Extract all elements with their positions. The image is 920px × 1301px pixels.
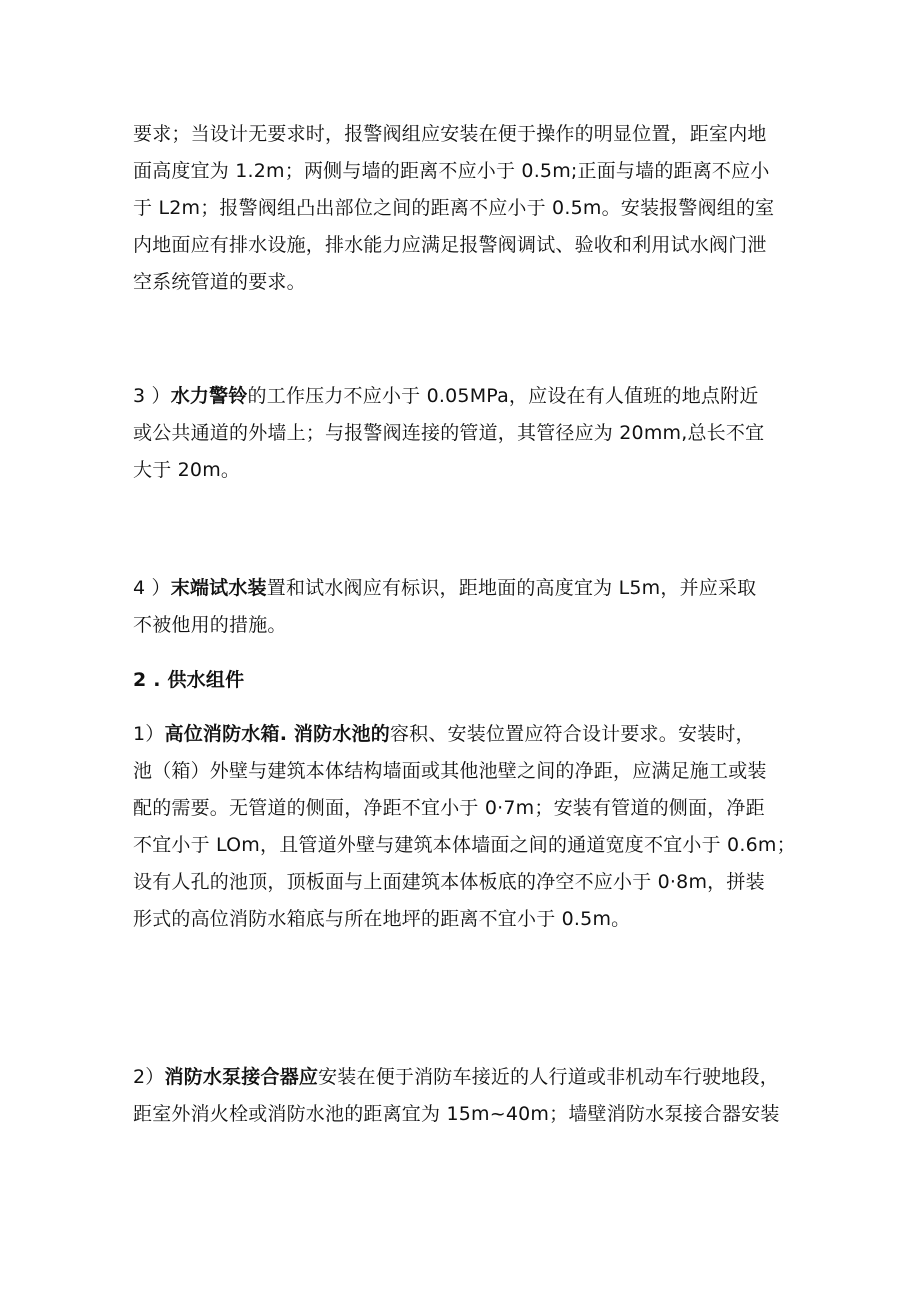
section-heading-water-supply — [133, 662, 793, 699]
item-number: 4 ） — [133, 577, 171, 599]
line-text: 容积、安装位置应符合设计要求。安装时， — [389, 723, 755, 745]
paragraph-pump-connector — [133, 1059, 793, 1133]
paragraph-end-test-device — [133, 570, 793, 644]
text-line — [133, 1059, 793, 1096]
bold-term: 末端试水装 — [170, 577, 267, 599]
text-line — [133, 570, 793, 607]
text-line: 形式的高位消防水箱底与所在地坪的距离不宜小于 0.5m。 — [133, 908, 631, 930]
line-text: 置和试水阀应有标识，距地面的高度宜为 L5m，并应采取 — [266, 577, 757, 599]
text-line: 内地面应有排水设施，排水能力应满足报警阀调试、验收和利用试水阀门泄 — [133, 234, 767, 256]
item-number: 1） — [133, 723, 165, 745]
text-line — [133, 378, 793, 415]
text-line: 或公共通道的外墙上；与报警阀连接的管道，其管径应为 20mm,总长不宜 — [133, 422, 765, 444]
text-line: 要求；当设计无要求时，报警阀组应安装在便于操作的明显位置，距室内地 — [133, 123, 767, 145]
text-line: 不宜小于 LOm，且管道外壁与建筑本体墙面之间的通道宽度不宜小于 0.6m； — [133, 834, 796, 856]
text-line: 面高度宜为 1.2m；两侧与墙的距离不应小于 0.5m;正面与墙的距离不应小 — [133, 160, 770, 182]
text-line: 设有人孔的池顶，顶板面与上面建筑本体板底的净空不应小于 0·8m，拼装 — [133, 871, 765, 893]
bold-term: 消防水泵接合器应 — [164, 1066, 319, 1088]
text-line: 大于 20m。 — [133, 459, 241, 481]
paragraph-alarm-valve — [133, 116, 793, 301]
text-line: 不被他用的措施。 — [133, 614, 287, 636]
bold-term: 高位消防水箱. 消防水池的 — [164, 723, 390, 745]
text-line: 配的需要。无管道的侧面，净距不宜小于 0·7m；安装有管道的侧面，净距 — [133, 797, 765, 819]
paragraph-water-tank — [133, 716, 796, 938]
bold-term: 水力警铃 — [170, 385, 248, 407]
text-line: 池（箱）外壁与建筑本体结构墙面或其他池壁之间的净距，应满足施工或装 — [133, 760, 767, 782]
line-text: 的工作压力不应小于 0.05MPa，应设在有人值班的地点附近 — [247, 385, 759, 407]
line-text: 安装在便于消防车接近的人行道或非机动车行驶地段， — [318, 1066, 779, 1088]
item-number: 3 ） — [133, 385, 171, 407]
heading-text: 2 . 供水组件 — [133, 669, 245, 691]
text-line: 空系统管道的要求。 — [133, 271, 306, 293]
text-line: 距室外消火栓或消防水池的距离宜为 15m~40m；墙壁消防水泵接合器安装 — [133, 1103, 780, 1125]
item-number: 2） — [133, 1066, 165, 1088]
text-line — [133, 716, 793, 753]
paragraph-water-gong — [133, 378, 793, 489]
text-line: 于 L2m；报警阀组凸出部位之间的距离不应小于 0.5m。安装报警阀组的室 — [133, 197, 775, 219]
